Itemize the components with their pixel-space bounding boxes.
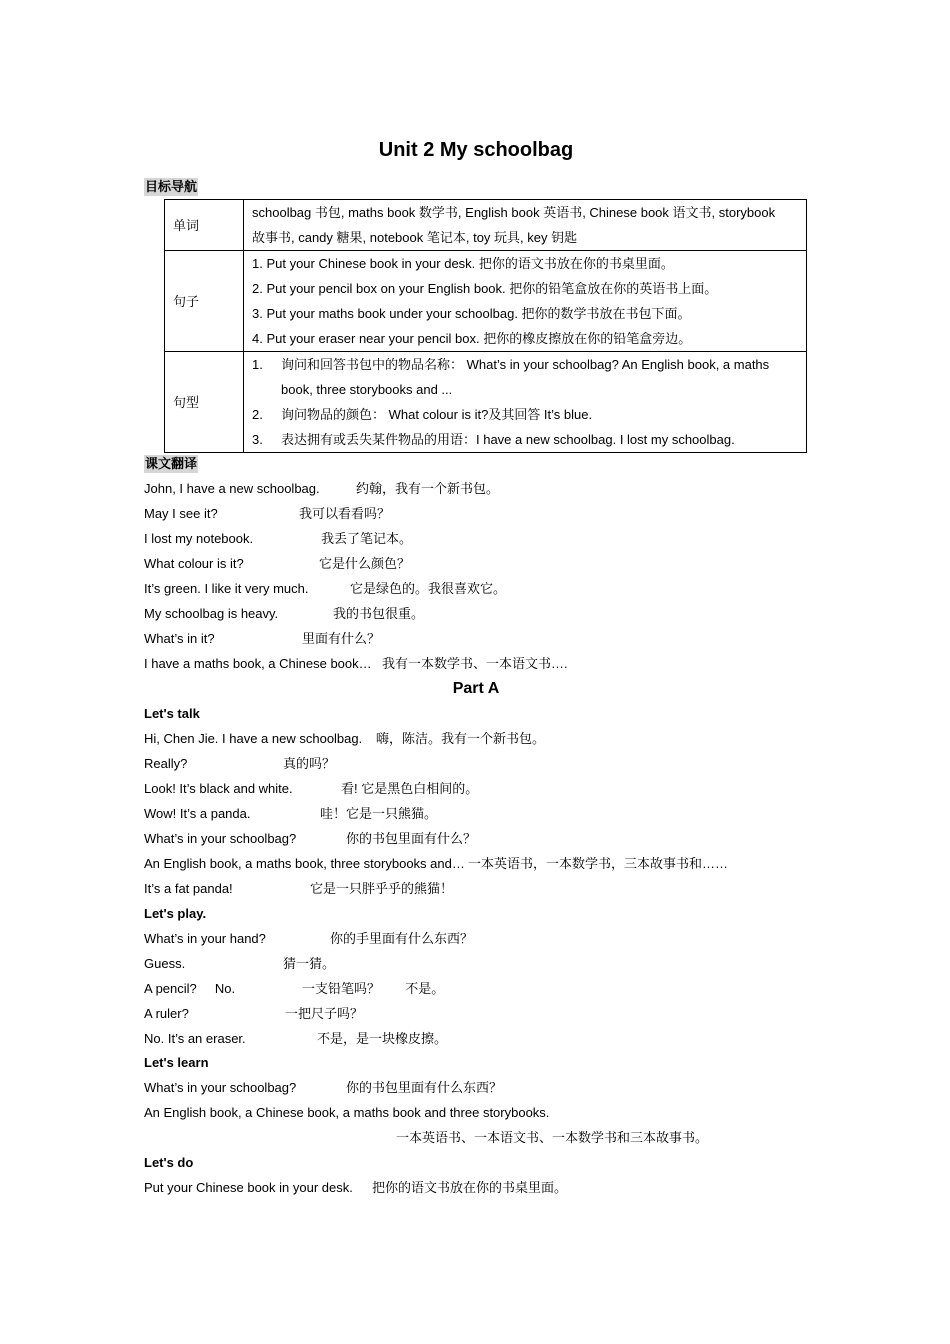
chinese-text: 约翰，我有一个新书包。 <box>356 481 500 496</box>
part-a-title: Part A <box>452 680 500 697</box>
lets-learn-heading: Let's learn <box>144 1055 209 1070</box>
dialogue-line <box>144 805 438 823</box>
chinese-text: 不是，是一块橡皮擦。 <box>317 1031 448 1046</box>
dialogue-line <box>144 955 336 973</box>
words-row <box>165 200 807 251</box>
dialogue-line <box>144 1005 364 1023</box>
english-text: It’s a fat panda! <box>144 881 233 896</box>
sentences-label: 句子 <box>165 251 244 352</box>
sentences-row <box>165 251 807 352</box>
english-text: I lost my notebook. <box>144 531 254 546</box>
chinese-text: 看! 它是黑色白相间的。 <box>341 781 479 796</box>
translation-line <box>144 580 507 598</box>
english-text: My schoolbag is heavy. <box>144 606 279 621</box>
pattern-item <box>252 427 798 452</box>
chinese-text: 它是一只胖乎乎的熊猫！ <box>310 881 454 896</box>
english-text: Wow! It’s a panda. <box>144 806 251 821</box>
patterns-cell <box>244 352 807 453</box>
english-text: A ruler? <box>144 1006 189 1021</box>
lets-talk-heading: Let's talk <box>144 706 200 721</box>
english-text: A pencil? No. <box>144 981 236 996</box>
chinese-text: 里面有什么？ <box>302 631 381 646</box>
dialogue-line <box>144 1179 568 1197</box>
chinese-text: 我可以看看吗？ <box>299 506 391 521</box>
chinese-text: 真的吗？ <box>283 756 336 771</box>
pattern-item <box>252 352 798 402</box>
english-text: Put your Chinese book in your desk. <box>144 1180 353 1195</box>
words-line: 故事书, candy 糖果, notebook 笔记本, toy 玩具, key 钥匙 <box>252 230 578 245</box>
english-text: What colour is it? <box>144 556 244 571</box>
pattern-item <box>252 402 798 427</box>
pattern-line: 询问和回答书包中的物品名称： What’s in your schoolbag? An English book, a maths <box>281 357 770 372</box>
english-text: No. It’s an eraser. <box>144 1031 246 1046</box>
dialogue-line <box>144 755 336 773</box>
words-label: 单词 <box>165 200 244 251</box>
translation-heading: 课文翻译 <box>145 456 198 471</box>
dialogue-line <box>144 1104 549 1122</box>
page-title: Unit 2 My schoolbag <box>378 139 574 161</box>
pattern-number: 3. <box>252 432 263 447</box>
chinese-text: 把你的语文书放在你的书桌里面。 <box>372 1180 568 1195</box>
dialogue-line <box>144 980 445 998</box>
translation-line <box>144 480 500 498</box>
sentence-line: 2. Put your pencil box on your English book. 把你的铅笔盒放在你的英语书上面。 <box>252 281 718 296</box>
chinese-text: 嗨，陈洁。我有一个新书包。 <box>376 731 546 746</box>
goals-heading: 目标导航 <box>145 179 198 194</box>
dialogue-line <box>144 930 474 948</box>
dialogue-line <box>144 1030 448 1048</box>
dialogue-line <box>144 880 454 898</box>
pattern-text <box>281 352 798 402</box>
chinese-text: 一把尺子吗？ <box>285 1006 364 1021</box>
english-text: What’s in it? <box>144 631 215 646</box>
english-text: Hi, Chen Jie. I have a new schoolbag. <box>144 731 363 746</box>
words-cell <box>244 200 807 251</box>
sentences-cell <box>244 251 807 352</box>
chinese-text: 哇！它是一只熊猫。 <box>320 806 438 821</box>
chinese-text: 它是什么颜色？ <box>319 556 411 571</box>
chinese-text: 一本英语书，一本数学书，三本故事书和…… <box>468 856 729 871</box>
pattern-line: 询问物品的颜色： What colour is it?及其回答 It’s blue. <box>281 407 593 422</box>
dialogue-line <box>144 780 479 798</box>
words-line: schoolbag 书包, maths book 数学书, English book 英语书, Chinese book 语文书, storybook <box>252 205 776 220</box>
patterns-label: 句型 <box>165 352 244 453</box>
chinese-text: 一本英语书、一本语文书、一本数学书和三本故事书。 <box>396 1130 709 1145</box>
translation-line <box>144 655 568 673</box>
chinese-text: 我丢了笔记本。 <box>321 531 413 546</box>
english-text: Guess. <box>144 956 186 971</box>
chinese-text: 你的书包里面有什么？ <box>346 831 477 846</box>
chinese-text: 猜一猜。 <box>283 956 336 971</box>
patterns-row <box>165 352 807 453</box>
english-text: John, I have a new schoolbag. <box>144 481 320 496</box>
dialogue-line <box>144 830 477 848</box>
dialogue-line <box>144 1079 503 1097</box>
translation-line <box>144 530 413 548</box>
dialogue-line <box>144 730 546 748</box>
sentence-line: 4. Put your eraser near your pencil box. 把你的橡皮擦放在你的铅笔盒旁边。 <box>252 331 692 346</box>
english-text: What’s in your schoolbag? <box>144 1080 297 1095</box>
pattern-line: 表达拥有或丢失某件物品的用语：I have a new schoolbag. I lost my schoolbag. <box>281 432 735 447</box>
english-text: It’s green. I like it very much. <box>144 581 309 596</box>
goals-table <box>164 199 807 453</box>
english-text: Really? <box>144 756 188 771</box>
translation-line <box>144 555 411 573</box>
translation-line <box>144 605 425 623</box>
sentence-line: 1. Put your Chinese book in your desk. 把你的语文书放在你的书桌里面。 <box>252 256 674 271</box>
pattern-number: 2. <box>252 407 263 422</box>
translation-line <box>144 505 391 523</box>
english-text: I have a maths book, a Chinese book… <box>144 656 372 671</box>
translation-line <box>144 630 381 648</box>
chinese-text: 你的书包里面有什么东西？ <box>346 1080 503 1095</box>
dialogue-line <box>144 855 729 873</box>
chinese-text: 它是绿色的。我很喜欢它。 <box>350 581 507 596</box>
chinese-text: 我有一本数学书、一本语文书…. <box>382 656 568 671</box>
chinese-text: 你的手里面有什么东西？ <box>330 931 474 946</box>
english-text: What’s in your hand? <box>144 931 266 946</box>
chinese-text: 我的书包很重。 <box>333 606 425 621</box>
chinese-text: 一支铅笔吗？ 不是。 <box>302 981 445 996</box>
english-text: May I see it? <box>144 506 218 521</box>
pattern-line: book, three storybooks and ... <box>281 382 453 397</box>
lets-play-heading: Let's play. <box>144 906 207 921</box>
english-text: Look! It’s black and white. <box>144 781 293 796</box>
english-text: An English book, a maths book, three storybooks and… <box>144 856 465 871</box>
english-text: An English book, a Chinese book, a maths book and three storybooks. <box>144 1105 550 1120</box>
pattern-number: 1. <box>252 357 263 372</box>
english-text: What’s in your schoolbag? <box>144 831 297 846</box>
lets-do-heading: Let's do <box>144 1155 194 1170</box>
sentence-line: 3. Put your maths book under your schoolbag. 把你的数学书放在书包下面。 <box>252 306 691 321</box>
